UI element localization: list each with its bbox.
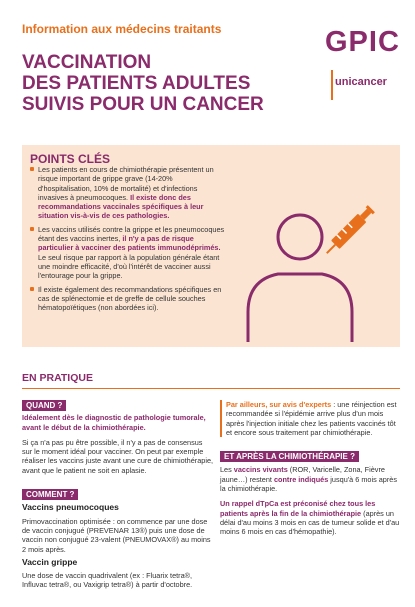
- audience-label: Information aux médecins traitants: [22, 22, 222, 36]
- quand-highlight: Idéalement dès le diagnostic de pathologie tumorale, avant le début de la chimiothérapie.: [22, 413, 206, 432]
- key-points-list: [30, 165, 228, 316]
- practice-title: EN PRATIQUE: [22, 372, 93, 384]
- vaccinated-person-illustration: [228, 182, 388, 342]
- page-title: [22, 52, 322, 115]
- key-point-1: Les patients en cours de chimiothérapie présentent un risque important de grippe grave (14-20% d'hospitalisation, 10% de mortalité) et d'infections invasives à pneumocoques. Il existe donc des recommandations vaccinales spécifiques à leur situation vis-à-vis de ces pathologies.: [30, 165, 228, 221]
- grippe-heading: Vaccin grippe: [22, 556, 78, 567]
- key-point-3: Il existe également des recommandations spécifiques en cas de splénectomie et de greffe de cellule souches hématopoïétiques (non abordées ici).: [30, 285, 228, 313]
- logo-unicancer-text: unicancer: [335, 76, 387, 88]
- key-points-title: POINTS CLÉS: [30, 152, 111, 166]
- practice-divider: [22, 388, 400, 389]
- comment-badge: COMMENT ?: [22, 489, 78, 500]
- right-column: [220, 400, 402, 537]
- title-line-1: VACCINATION: [22, 52, 152, 73]
- after-chemo-p1: Les vaccins vivants (ROR, Varicelle, Zona, Fièvre jaune…) restent contre indiqués jusqu'à 6 mois après la chimiothérapie.: [220, 465, 398, 494]
- logo-divider: [331, 70, 333, 100]
- pneumo-text: Primovaccination optimisée : on commence par une dose de vaccin conjugué (PREVENAR 13®) puis une dose de vaccin non conjugué 23-valent (PNEUMOVAX®) au moins 2 mois après.: [22, 516, 211, 554]
- key-point-2: Les vaccins utilisés contre la grippe et les pneumocoques étant des vaccins inertes, il n'y a pas de risque particulier à vacciner des patients immunodéprimés. Le seul risque par rapport à la population générale étant une moindre efficacité, d'où l'intérêt de vacciner aussi l'entourage pour la grippe.: [30, 225, 228, 281]
- grippe-text: Une dose de vaccin quadrivalent (ex : Fluarix tetra®, Influvac tetra®, ou Vaxigrip tetra®) à partir d'octobre.: [22, 571, 193, 590]
- after-chemo-badge: ET APRÈS LA CHIMIOTHÉRAPIE ?: [220, 451, 359, 462]
- expert-note: Par ailleurs, sur avis d'experts : une réinjection est recommandée si l'épidémie arrive plus d'un mois après l'injection initiale chez les patients vaccinés tôt et encore sous traitement par chimiothérapie.: [220, 400, 402, 437]
- after-chemo-p2: Un rappel dTpCa est préconisé chez tous les patients après la fin de la chimiothérapie (après un délai d'au moins 3 mois en cas de tumeur solide et d'au moins 6 mois en cas d'hémopathie).: [220, 499, 400, 537]
- left-column: [22, 400, 214, 590]
- title-line-2: DES PATIENTS ADULTES: [22, 73, 251, 94]
- quand-text: Si ça n'a pas pu être possible, il n'y a pas de consensus sur le moment idéal pour vacciner. On peut par exemple réaliser les vaccins juste avant une cure de chimiothérapie, avant que le patient ne soit en aplasie.: [22, 437, 214, 475]
- quand-badge: QUAND ?: [22, 400, 66, 411]
- logo-gpic-text: GPIC: [325, 26, 400, 58]
- gpic-unicancer-logo: [325, 26, 400, 102]
- title-line-3: SUIVIS POUR UN CANCER: [22, 94, 264, 115]
- pneumo-heading: Vaccins pneumocoques: [22, 502, 119, 513]
